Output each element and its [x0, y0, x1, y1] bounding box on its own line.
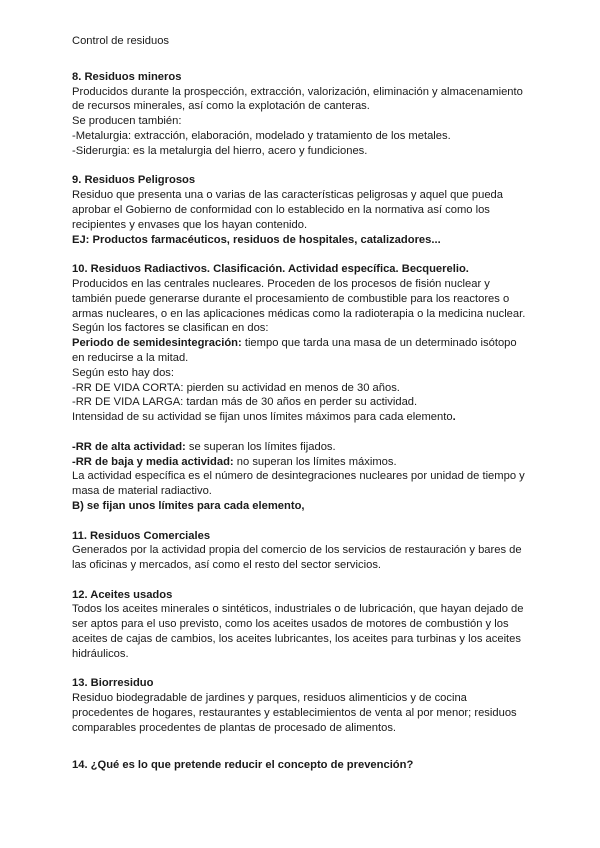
paragraph-line: ser aptos para el uso previsto, como los aceites usados de motores de combustión y los: [72, 618, 509, 631]
paragraph-line: La actividad específica es el número de desintegraciones nucleares por unidad de tiempo y: [72, 470, 525, 483]
page-header: Control de residuos: [72, 35, 170, 47]
paragraph-line: Residuo biodegradable de jardines y parques, residuos alimenticios y de cocina: [72, 692, 467, 705]
example-text: EJ: Productos farmacéuticos, residuos de hospitales, catalizadores...: [72, 233, 441, 246]
answer-text: B) se fijan unos límites para cada elemento,: [72, 499, 305, 512]
paragraph-line: Según los factores se clasifican en dos:: [72, 322, 269, 335]
paragraph-line: también puede generarse durante el procesamiento de combustible para los reactores o: [72, 292, 510, 305]
paragraph-line: comparables procedentes de plantas de procesado de alimentos.: [72, 721, 397, 734]
section-residuos-comerciales: [72, 529, 522, 573]
list-item: -RR DE VIDA CORTA: pierden su actividad en menos de 30 años.: [72, 381, 400, 394]
definition-term: Periodo de semidesintegración:: [72, 337, 242, 350]
section-title: 14. ¿Qué es lo que pretende reducir el concepto de prevención?: [72, 758, 414, 771]
paragraph-line: aprobar el Gobierno de conformidad con lo establecido en la normativa así como los: [72, 203, 490, 216]
paragraph-line: Todos los aceites minerales o sintéticos, industriales o de lubricación, que hayan dejado de: [72, 603, 524, 616]
paragraph-line: armas nucleares, o en las aplicaciones médicas como la radioterapia o la medicina nuclear.: [72, 307, 526, 320]
section-prevencion: [72, 758, 522, 773]
list-item: -Metalurgia: extracción, elaboración, modelado y tratamiento de los metales.: [72, 129, 451, 142]
paragraph-line: hidráulicos.: [72, 647, 129, 660]
definition-text: tiempo que tarda una masa de un determinado isótopo: [241, 337, 517, 350]
section-title: 13. Biorresiduo: [72, 677, 154, 690]
section-title: 11. Residuos Comerciales: [72, 529, 211, 542]
section-biorresiduo: [72, 676, 522, 735]
paragraph-line: Según esto hay dos:: [72, 366, 175, 379]
paragraph-line: aceites de cajas de cambios, los aceites lubricantes, los aceites para turbinas y los aceites: [72, 633, 521, 646]
section-title: 9. Residuos Peligrosos: [72, 174, 196, 187]
paragraph-line: Se producen también:: [72, 115, 182, 128]
list-term: -RR de baja y media actividad:: [72, 455, 234, 468]
section-title: 12. Aceites usados: [72, 588, 173, 601]
section-title: 8. Residuos mineros: [72, 70, 182, 83]
section-actividad: [72, 440, 525, 514]
paragraph-line: recipientes y envases que los hayan contenido.: [72, 218, 308, 231]
paragraph-line: Residuo que presenta una o varias de las características peligrosas y aquel que pueda: [72, 189, 503, 202]
example-line: [72, 233, 522, 248]
section-residuos-radiactivos: [72, 262, 526, 425]
paragraph-line: [72, 410, 522, 425]
list-text: no superan los límites máximos.: [233, 455, 397, 468]
paragraph-line: masa de material radiactivo.: [72, 485, 212, 498]
paragraph-text: Intensidad de su actividad se fijan unos límites máximos para cada elemento: [72, 411, 453, 424]
list-item: -RR DE VIDA LARGA: tardan más de 30 años en perder su actividad.: [72, 396, 418, 409]
paragraph-line: Producidos durante la prospección, extracción, valorización, eliminación y almacenamiento: [72, 85, 523, 98]
answer-line: [72, 499, 522, 514]
paragraph-line: de recursos minerales, así como la explotación de canteras.: [72, 100, 370, 113]
definition-line: [72, 336, 522, 351]
paragraph-line: las oficinas y mercados, así como el resto del sector servicios.: [72, 559, 382, 572]
period: .: [452, 411, 456, 424]
paragraph-line: procedentes de hogares, restaurantes y establecimientos de venta al por menor; residuos: [72, 707, 517, 720]
list-item: [72, 440, 522, 455]
list-text: se superan los límites fijados.: [185, 440, 336, 453]
list-item: [72, 455, 522, 470]
paragraph-line: Producidos en las centrales nucleares. Proceden de los procesos de fisión nuclear y: [72, 277, 490, 290]
list-term: -RR de alta actividad:: [72, 440, 186, 453]
section-title: 10. Residuos Radiactivos. Clasificación. Actividad específica. Becquerelio.: [72, 263, 469, 276]
section-aceites-usados: [72, 588, 522, 662]
paragraph-line: Generados por la actividad propia del comercio de los servicios de restauración y bares de: [72, 544, 522, 557]
section-residuos-mineros: [72, 70, 522, 159]
list-item: -Siderurgia: es la metalurgia del hierro, acero y fundiciones.: [72, 144, 368, 157]
section-residuos-peligrosos: [72, 173, 522, 247]
document-page: [72, 34, 526, 787]
paragraph-line: en reducirse a la mitad.: [72, 351, 189, 364]
